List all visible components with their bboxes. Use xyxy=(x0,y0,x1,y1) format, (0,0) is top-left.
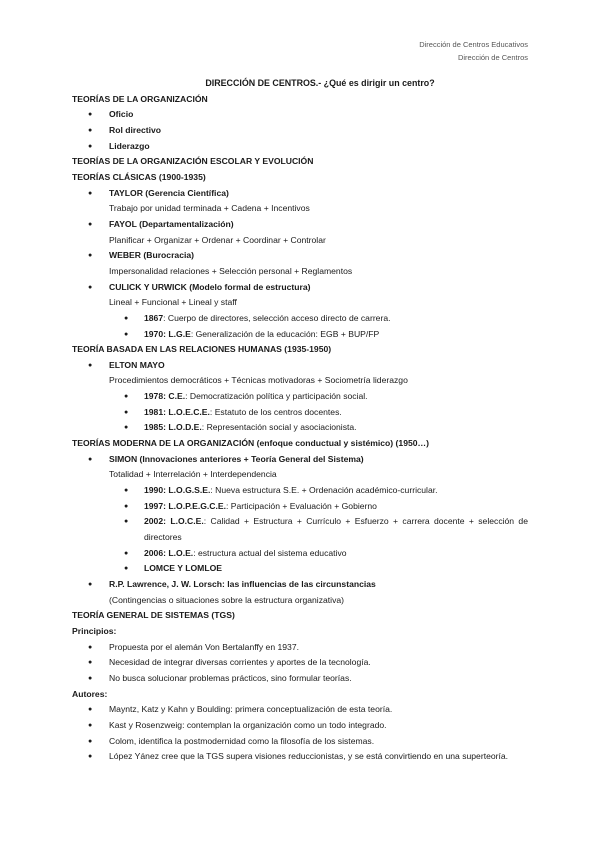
weber-item: ● WEBER (Burocracia) xyxy=(72,248,528,264)
author-item: ● López Yánez cree que la TGS supera visiones reduccionistas, y se está convirtiendo en una superteoría. xyxy=(72,749,528,765)
list-item: ● Liderazgo xyxy=(72,139,528,155)
law-item xyxy=(72,499,528,515)
org-heading: TEORÍAS DE LA ORGANIZACIÓN xyxy=(72,93,208,104)
principle-item: ● No busca solucionar problemas prácticos, sino formular teorías. xyxy=(72,671,528,687)
elton-item: ● ELTON MAYO xyxy=(72,358,528,374)
law-text: : estructura actual del sistema educativo xyxy=(193,547,347,558)
law-year: 1990: L.O.G.S.E. xyxy=(144,485,211,496)
law-year: 2002: L.O.C.E. xyxy=(144,516,204,527)
law-item xyxy=(72,389,528,405)
list-item: ● Rol directivo xyxy=(72,123,528,139)
principle-item: ● Necesidad de integrar diversas corrientes y aportes de la tecnología. xyxy=(72,655,528,671)
law-item xyxy=(72,420,528,436)
evolution-heading: TEORÍAS DE LA ORGANIZACIÓN ESCOLAR Y EVOLUCIÓN xyxy=(72,156,314,167)
law-year: 2006: L.O.E. xyxy=(144,547,194,558)
simon-item: ● SIMON (Innovaciones anteriores + Teoría General del Sistema) xyxy=(72,452,528,468)
tgs-heading: TEORÍA GENERAL DE SISTEMAS (TGS) xyxy=(72,610,235,621)
document-body xyxy=(72,76,528,765)
law-item xyxy=(72,546,528,562)
culick-desc: Lineal + Funcional + Lineal y staff xyxy=(109,297,237,308)
law-text: : Generalización de la educación: EGB + BUP/FP xyxy=(190,328,380,339)
authors-label: Autores: xyxy=(72,688,108,699)
page-title: DIRECCIÓN DE CENTROS.- ¿Qué es dirigir un centro? xyxy=(205,78,435,88)
law-text: : Democratización política y participación social. xyxy=(185,391,368,402)
simon-desc: Totalidad + Interrelación + Interdependencia xyxy=(109,469,277,480)
lawrence-item: ● R.P. Lawrence, J. W. Lorsch: las influencias de las circunstancias xyxy=(72,577,528,593)
law-text: : Estatuto de los centros docentes. xyxy=(209,406,342,417)
taylor-desc: Trabajo por unidad terminada + Cadena + Incentivos xyxy=(109,203,310,214)
weber-desc: Impersonalidad relaciones + Selección personal + Reglamentos xyxy=(109,265,353,276)
principles-label: Principios: xyxy=(72,625,117,636)
elton-desc: Procedimientos democráticos + Técnicas motivadoras + Sociometría liderazgo xyxy=(109,375,408,386)
law-item xyxy=(72,327,528,343)
law-item xyxy=(72,561,528,577)
law-year: LOMCE Y LOMLOE xyxy=(144,563,222,574)
list-item: ● Oficio xyxy=(72,107,528,123)
author-item: ● Kast y Rosenzweig: contemplan la organización como un todo integrado. xyxy=(72,718,528,734)
law-text: : Nueva estructura S.E. + Ordenación académico-curricular. xyxy=(210,485,438,496)
law-item xyxy=(72,483,528,499)
law-item xyxy=(72,405,528,421)
author-item: ● Colom, identifica la postmodernidad como la filosofía de los sistemas. xyxy=(72,734,528,750)
law-year: 1997: L.O.P.E.G.C.E. xyxy=(144,500,226,511)
header-course: Dirección de Centros Educativos xyxy=(419,40,528,49)
law-year: 1970: L.G.E xyxy=(144,328,191,339)
fayol-desc: Planificar + Organizar + Ordenar + Coordinar + Controlar xyxy=(109,234,326,245)
law-text: : Cuerpo de directores, selección acceso directo de carrera. xyxy=(163,312,391,323)
fayol-item: ● FAYOL (Departamentalización) xyxy=(72,217,528,233)
law-year: 1981: L.O.E.C.E. xyxy=(144,406,210,417)
author-item: ● Mayntz, Katz y Kahn y Boulding: primera conceptualización de esta teoría. xyxy=(72,702,528,718)
principle-item: ● Propuesta por el alemán Von Bertalanffy en 1937. xyxy=(72,640,528,656)
lawrence-desc: (Contingencias o situaciones sobre la estructura organizativa) xyxy=(109,594,345,605)
law-item xyxy=(72,514,528,545)
law-text: : Representación social y asociacionista. xyxy=(201,422,357,433)
law-item xyxy=(72,311,528,327)
law-text: : Participación + Evaluación + Gobierno xyxy=(226,500,377,511)
modern-heading: TEORÍAS MODERNA DE LA ORGANIZACIÓN (enfoque conductual y sistémico) (1950…) xyxy=(72,438,429,449)
law-text: : Calidad + Estructura + Currículo + Esfuerzo + carrera docente + selección de directores xyxy=(144,516,528,543)
human-heading: TEORÍA BASADA EN LAS RELACIONES HUMANAS (1935-1950) xyxy=(72,344,332,355)
law-year: 1985: L.O.D.E. xyxy=(144,422,202,433)
taylor-item: ● TAYLOR (Gerencia Científica) xyxy=(72,186,528,202)
classic-heading: TEORÍAS CLÁSICAS (1900-1935) xyxy=(72,171,206,182)
header-subject: Dirección de Centros xyxy=(457,53,528,62)
page-header xyxy=(419,38,528,64)
law-year: 1867 xyxy=(144,312,164,323)
law-year: 1978: C.E. xyxy=(144,391,186,402)
culick-item: ● CULICK Y URWICK (Modelo formal de estructura) xyxy=(72,280,528,296)
